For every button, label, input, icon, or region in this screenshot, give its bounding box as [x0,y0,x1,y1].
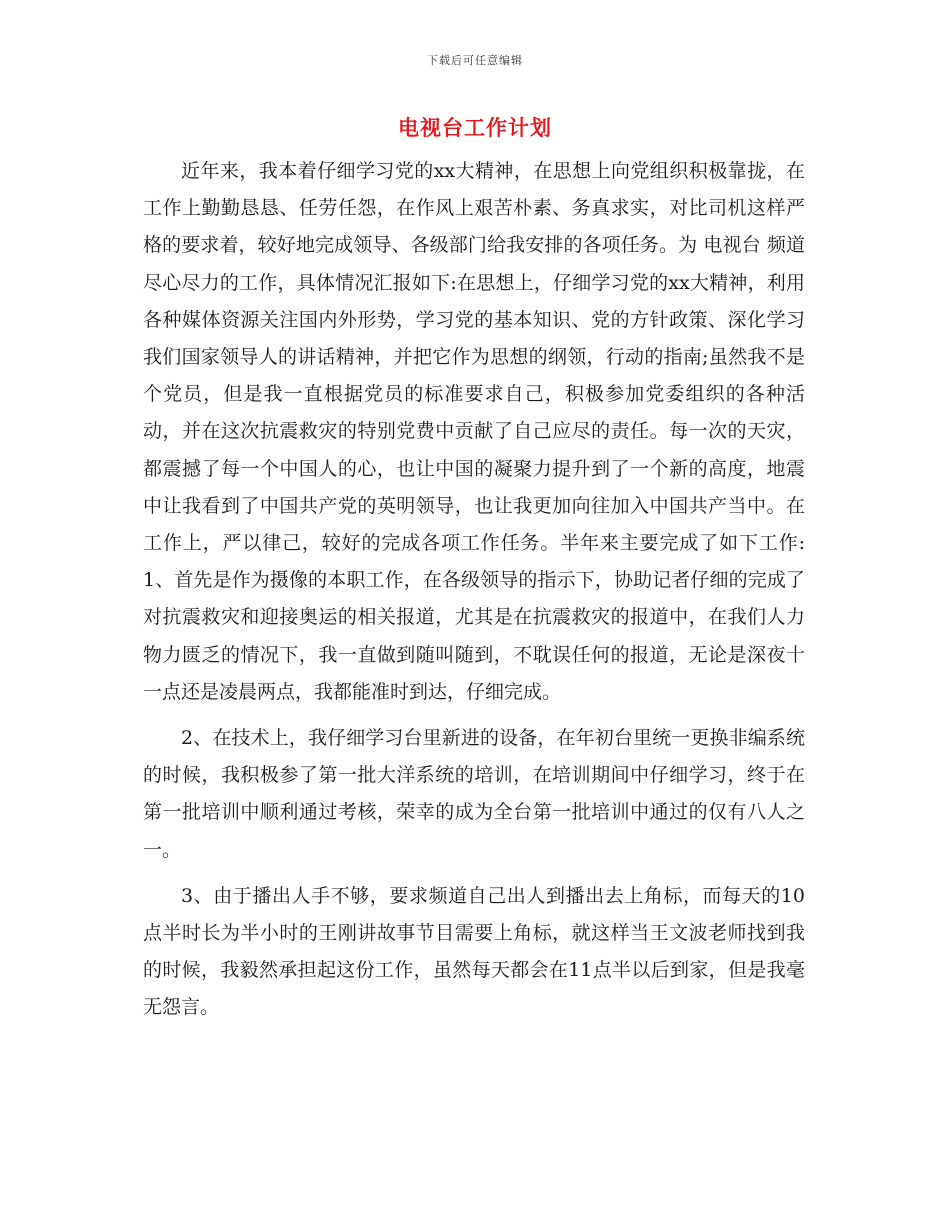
paragraph-3: 3、由于播出人手不够，要求频道自己出人到播出去上角标，而每天的10点半时长为半小时的王刚讲故事节目需要上角标，就这样当王文波老师找到我的时候，我毅然承担起这份工作，虽然每天都会在11点半以后到家，但是我毫无怨言。 [143,884,805,1019]
paragraph-1: 近年来，我本着仔细学习党的xx大精神，在思想上向党组织积极靠拢，在工作上勤勤恳恳、任劳任怨，在作风上艰苦朴素、务真求实，对比司机这样严格的要求着，较好地完成领导、各级部门给我安排的各项任务。为 电视台 频道尽心尽力的工作，具体情况汇报如下:在思想上，仔细学习党的xx大精神，利用各种媒体资源关注国内外形势，学习党的基本知识、党的方针政策、深化学习我们国家领导人的讲话精神，并把它作为思想的纲领，行动的指南;虽然我不是个党员，但是我一直根据党员的标准要求自己，积极参加党委组织的各种活动，并在这次抗震救灾的特别党费中贡献了自己应尽的责任。每一次的天灾，都震撼了每一个中国人的心，也让中国的凝聚力提升到了一个新的高度，地震中让我看到了中国共产党的英明领导，也让我更加向往加入中国共产当中。在工作上，严以律己，较好的完成各项工作任务。半年来主要完成了如下工作:1、首先是作为摄像的本职工作，在各级领导的指示下，协助记者仔细的完成了对抗震救灾和迎接奥运的相关报道，尤其是在抗震救灾的报道中，在我们人力物力匮乏的情况下，我一直做到随叫随到，不耽误任何的报道，无论是深夜十一点还是凌晨两点，我都能准时到达，仔细完成。 [143,160,805,703]
page-header-note: 下载后可任意编辑 [427,54,523,67]
paragraph-2: 2、在技术上，我仔细学习台里新进的设备，在年初台里统一更换非编系统的时候，我积极参了第一批大洋系统的培训，在培训期间中仔细学习，终于在第一批培训中顺利通过考核，荣幸的成为全台第一批培训中通过的仅有八人之一。 [143,727,805,861]
document-body [143,153,805,1036]
document-title: 电视台工作计划 [398,115,552,140]
